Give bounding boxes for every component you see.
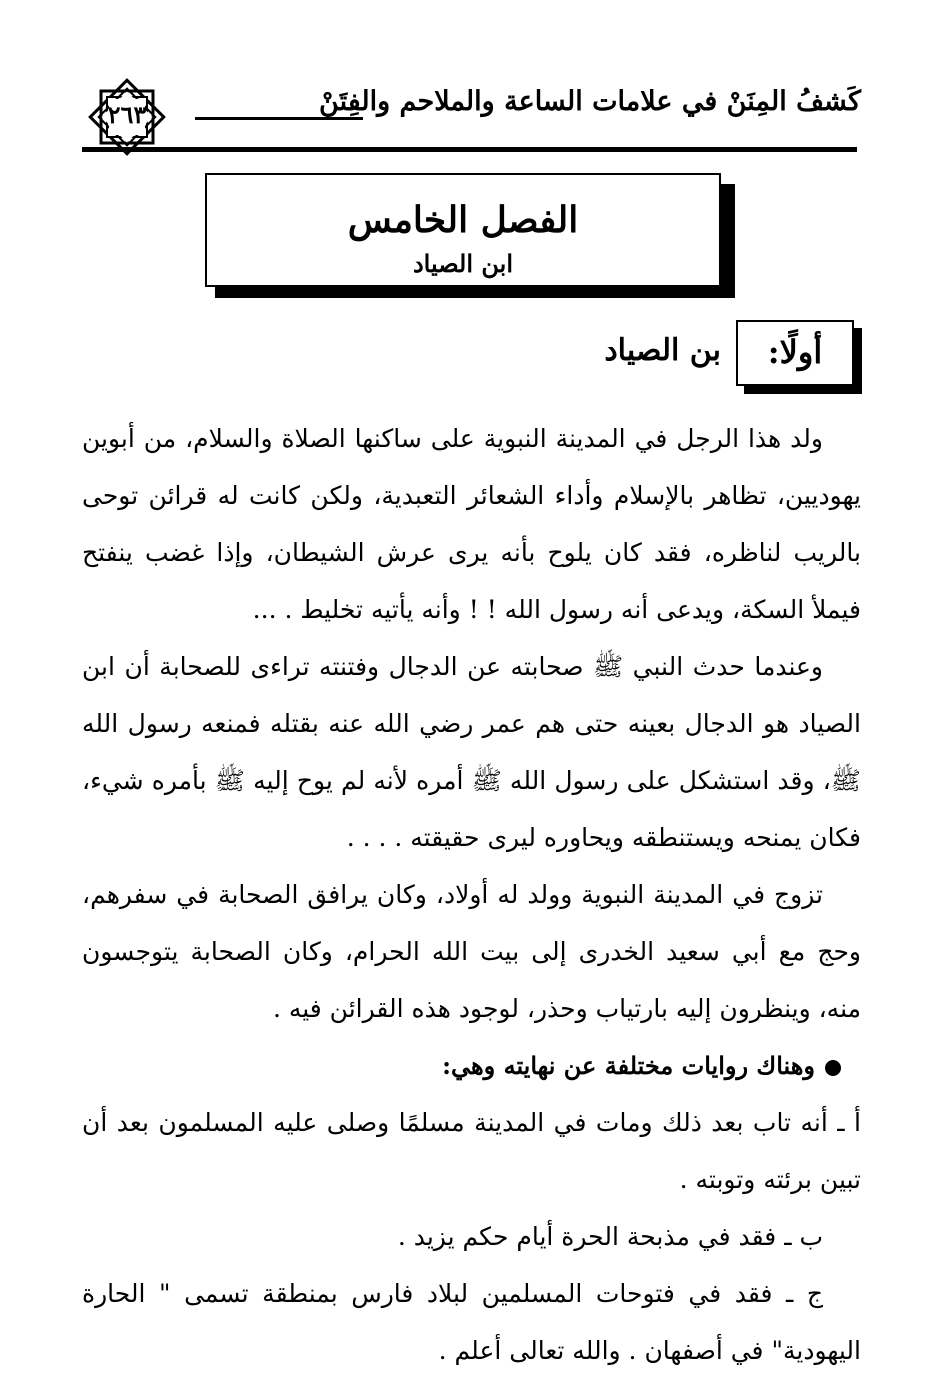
bullet-icon [825, 1060, 841, 1076]
section-title: بن الصياد [604, 333, 721, 368]
ending-item-b: ب ـ فقد في مذبحة الحرة أيام حكم يزيد . [397, 1222, 823, 1251]
paragraph-2: وعندما حدث النبي ﷺ صحابته عن الدجال وفتنته تراءى للصحابة أن ابن الصياد هو الدجال بعينه حتى هم عمر رضي الله عنه بقتله فمنعه رسول الله ﷺ، وقد استشكل على رسول الله ﷺ أمره لأنه لم يوح إليه ﷺ بأمره شيء، فكان يمنحه ويستنطقه ويحاوره ليرى حقيقته . . . . [82, 652, 861, 852]
paragraph-1: ولد هذا الرجل في المدينة النبوية على ساكنها الصلاة والسلام، من أبوين يهوديين، تظاهر بالإسلام وأداء الشعائر التعبدية، ولكن كانت له قرائن توحى بالريب لناظره، فقد كان يلوح بأنه يرى عرش الشيطان، وإذا غضب ينفتح فيملأ السكة، ويدعى أنه رسول الله ! ! وأنه يأتيه تخليط . ... [82, 424, 861, 624]
header-dash-line [195, 117, 363, 120]
bullet-heading [82, 1037, 861, 1094]
chapter-title: الفصل الخامس [347, 199, 579, 241]
ending-item-c: ج ـ فقد في فتوحات المسلمين لبلاد فارس بمنطقة تسمى " الحارة اليهودية" في أصفهان . والله تعالى أعلم . [82, 1279, 861, 1365]
page-number: ٢٦٣ [107, 100, 147, 129]
bullet-heading-text: وهناك روايات مختلفة عن نهايته وهي: [442, 1051, 815, 1080]
chapter-subtitle: ابن الصياد [412, 249, 513, 278]
header-rule [82, 147, 857, 152]
chapter-title-box [205, 173, 721, 287]
page-body [82, 410, 861, 1379]
section-label-box: أولًا: [736, 320, 854, 386]
paragraph-3: تزوج في المدينة النبوية وولد له أولاد، وكان يرافق الصحابة في سفرهم، وحج مع أبي سعيد الخدرى إلى بيت الله الحرام، وكان الصحابة يتوجسون منه، وينظرون إليه بارتياب وحذر، لوجود هذه القرائن فيه . [82, 880, 861, 1023]
ending-item-a: أ ـ أنه تاب بعد ذلك ومات في المدينة مسلمًا وصلى عليه المسلمون بعد أن تبين برئته وتوبته . [82, 1108, 861, 1194]
running-title: كَشفُ المِنَنْ في علامات الساعة والملاحم والفِتَنْ [319, 86, 861, 117]
